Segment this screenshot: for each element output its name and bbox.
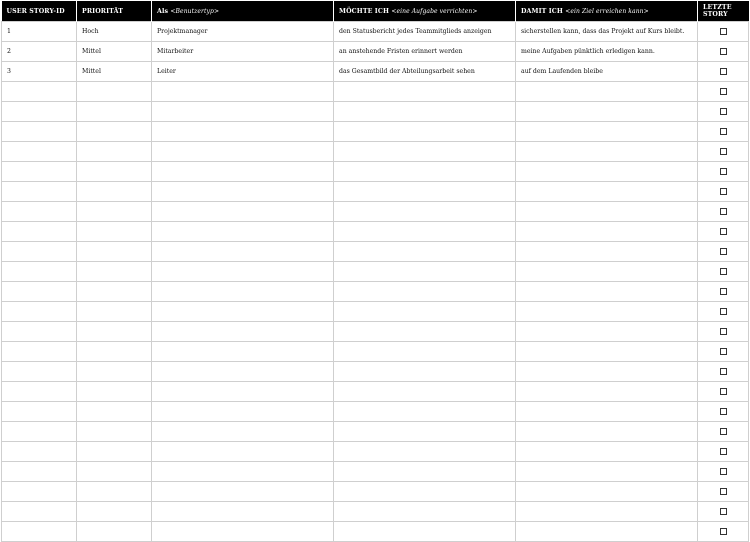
cell-damit[interactable] [516,382,698,402]
table-row [2,102,749,122]
cell-damit[interactable] [516,362,698,382]
cell-als[interactable] [152,382,334,402]
last-story-checkbox[interactable] [720,268,727,275]
cell-priority[interactable] [77,162,152,182]
table-row [2,282,749,302]
cell-damit[interactable] [516,122,698,142]
header-als [152,1,334,22]
cell-user-story-id[interactable] [2,82,77,102]
cell-priority[interactable] [77,122,152,142]
cell-damit[interactable] [516,322,698,342]
cell-moechte[interactable] [334,522,516,542]
cell-als[interactable] [152,182,334,202]
cell-priority[interactable] [77,242,152,262]
cell-user-story-id[interactable] [2,502,77,522]
cell-last-story [698,142,749,162]
cell-user-story-id[interactable] [2,342,77,362]
last-story-checkbox[interactable] [720,488,727,495]
cell-moechte[interactable] [334,82,516,102]
table-header [2,1,749,22]
cell-last-story [698,502,749,522]
table-body [2,22,749,542]
cell-user-story-id[interactable] [2,442,77,462]
cell-user-story-id[interactable] [2,322,77,342]
header-row [2,1,749,22]
cell-moechte[interactable] [334,502,516,522]
cell-last-story [698,262,749,282]
cell-last-story [698,362,749,382]
cell-damit[interactable] [516,482,698,502]
cell-damit[interactable] [516,342,698,362]
cell-damit[interactable] [516,462,698,482]
last-story-checkbox[interactable] [720,368,727,375]
last-story-checkbox[interactable] [720,388,727,395]
header-id-label: USER STORY-ID [6,7,65,15]
cell-last-story [698,42,749,62]
last-story-checkbox[interactable] [720,168,727,175]
cell-user-story-id[interactable]: 1 [2,22,77,42]
cell-als[interactable] [152,282,334,302]
cell-moechte[interactable] [334,202,516,222]
table-row [2,142,749,162]
cell-priority[interactable]: Hoch [77,22,152,42]
header-damit-hint: <ein Ziel erreichen kann> [565,7,649,15]
cell-user-story-id[interactable] [2,522,77,542]
cell-priority[interactable] [77,322,152,342]
header-damit-label: DAMIT ICH [521,7,563,15]
header-damit [516,1,698,22]
cell-damit[interactable] [516,522,698,542]
last-story-checkbox[interactable] [720,188,727,195]
table-row [2,162,749,182]
table-row [2,22,749,42]
cell-moechte[interactable] [334,402,516,422]
last-story-checkbox[interactable] [720,128,727,135]
cell-damit[interactable] [516,262,698,282]
table-row [2,82,749,102]
cell-als[interactable] [152,502,334,522]
cell-priority[interactable] [77,82,152,102]
header-priority [77,1,152,22]
cell-priority[interactable] [77,442,152,462]
cell-last-story [698,382,749,402]
cell-als[interactable] [152,402,334,422]
header-moechte [334,1,516,22]
cell-user-story-id[interactable]: 3 [2,62,77,82]
cell-last-story [698,462,749,482]
cell-moechte[interactable] [334,362,516,382]
cell-last-story [698,222,749,242]
cell-last-story [698,282,749,302]
cell-priority[interactable]: Mittel [77,42,152,62]
cell-last-story [698,422,749,442]
cell-priority[interactable] [77,282,152,302]
last-story-checkbox[interactable] [720,288,727,295]
cell-als[interactable] [152,222,334,242]
cell-user-story-id[interactable] [2,142,77,162]
cell-als[interactable] [152,482,334,502]
cell-last-story [698,342,749,362]
user-story-table [1,1,749,542]
cell-priority[interactable] [77,222,152,242]
cell-moechte[interactable] [334,462,516,482]
cell-damit[interactable]: meine Aufgaben pünktlich erledigen kann. [516,42,698,62]
cell-damit[interactable] [516,182,698,202]
last-story-checkbox[interactable] [720,108,727,115]
header-moechte-label: MÖCHTE ICH [339,7,390,15]
cell-damit[interactable] [516,422,698,442]
header-last-story [698,1,749,22]
cell-moechte[interactable] [334,222,516,242]
table-row [2,382,749,402]
cell-moechte[interactable] [334,322,516,342]
cell-priority[interactable] [77,102,152,122]
cell-damit[interactable] [516,502,698,522]
cell-moechte[interactable] [334,182,516,202]
cell-moechte[interactable]: an anstehende Fristen erinnert werden [334,42,516,62]
header-moechte-hint: <eine Aufgabe verrichten> [391,7,478,15]
last-story-checkbox[interactable] [720,48,727,55]
cell-damit[interactable] [516,102,698,122]
cell-als[interactable] [152,342,334,362]
last-story-checkbox[interactable] [720,308,727,315]
cell-moechte[interactable] [334,382,516,402]
cell-als[interactable] [152,442,334,462]
cell-als[interactable] [152,302,334,322]
cell-als[interactable] [152,82,334,102]
cell-moechte[interactable] [334,142,516,162]
header-last-label: LETZTE STORY [703,3,732,18]
table-row [2,462,749,482]
cell-moechte[interactable]: den Statusbericht jedes Teammitglieds anzeigen [334,22,516,42]
cell-priority[interactable] [77,502,152,522]
cell-damit[interactable] [516,402,698,422]
cell-als[interactable] [152,462,334,482]
cell-user-story-id[interactable] [2,102,77,122]
cell-user-story-id[interactable] [2,222,77,242]
cell-user-story-id[interactable] [2,362,77,382]
cell-damit[interactable] [516,202,698,222]
cell-damit[interactable]: auf dem Laufenden bleibe [516,62,698,82]
cell-last-story [698,22,749,42]
cell-last-story [698,402,749,422]
cell-last-story [698,442,749,462]
cell-als[interactable] [152,262,334,282]
cell-priority[interactable] [77,342,152,362]
table-row [2,182,749,202]
cell-user-story-id[interactable] [2,462,77,482]
table-row [2,322,749,342]
cell-als[interactable] [152,422,334,442]
cell-moechte[interactable] [334,162,516,182]
table-row [2,402,749,422]
cell-user-story-id[interactable] [2,382,77,402]
cell-user-story-id[interactable] [2,182,77,202]
cell-als[interactable]: Mitarbeiter [152,42,334,62]
cell-user-story-id[interactable] [2,402,77,422]
cell-moechte[interactable] [334,482,516,502]
last-story-checkbox[interactable] [720,248,727,255]
table-row [2,62,749,82]
header-user-story-id [2,1,77,22]
cell-user-story-id[interactable] [2,162,77,182]
cell-user-story-id[interactable] [2,202,77,222]
cell-als[interactable] [152,522,334,542]
header-als-label: Als [157,7,169,15]
last-story-checkbox[interactable] [720,408,727,415]
cell-als[interactable]: Projektmanager [152,22,334,42]
cell-damit[interactable] [516,282,698,302]
cell-priority[interactable] [77,142,152,162]
cell-user-story-id[interactable] [2,422,77,442]
cell-priority[interactable] [77,402,152,422]
cell-user-story-id[interactable] [2,242,77,262]
cell-user-story-id[interactable] [2,282,77,302]
cell-als[interactable] [152,242,334,262]
cell-last-story [698,482,749,502]
cell-damit[interactable] [516,162,698,182]
cell-last-story [698,322,749,342]
cell-last-story [698,182,749,202]
cell-last-story [698,162,749,182]
cell-moechte[interactable] [334,282,516,302]
table-row [2,202,749,222]
cell-moechte[interactable] [334,302,516,322]
last-story-checkbox[interactable] [720,28,727,35]
table-row [2,362,749,382]
cell-priority[interactable] [77,482,152,502]
cell-als[interactable] [152,362,334,382]
user-story-sheet [1,1,748,542]
cell-last-story [698,302,749,322]
header-prio-label: PRIORITÄT [82,7,124,15]
last-story-checkbox[interactable] [720,448,727,455]
cell-damit[interactable]: sicherstellen kann, dass das Projekt auf Kurs bleibt. [516,22,698,42]
cell-user-story-id[interactable] [2,482,77,502]
cell-moechte[interactable] [334,242,516,262]
cell-moechte[interactable] [334,342,516,362]
cell-als[interactable] [152,102,334,122]
cell-last-story [698,242,749,262]
cell-priority[interactable] [77,462,152,482]
table-row [2,222,749,242]
last-story-checkbox[interactable] [720,328,727,335]
cell-damit[interactable] [516,302,698,322]
last-story-checkbox[interactable] [720,468,727,475]
cell-damit[interactable] [516,242,698,262]
cell-moechte[interactable] [334,422,516,442]
cell-als[interactable] [152,122,334,142]
table-row [2,442,749,462]
cell-als[interactable] [152,202,334,222]
last-story-checkbox[interactable] [720,508,727,515]
table-row [2,122,749,142]
cell-user-story-id[interactable] [2,122,77,142]
cell-user-story-id[interactable] [2,262,77,282]
last-story-checkbox[interactable] [720,528,727,535]
cell-als[interactable] [152,162,334,182]
table-row [2,42,749,62]
cell-priority[interactable]: Mittel [77,62,152,82]
table-row [2,502,749,522]
table-row [2,242,749,262]
cell-priority[interactable] [77,362,152,382]
cell-priority[interactable] [77,202,152,222]
cell-damit[interactable] [516,82,698,102]
cell-last-story [698,202,749,222]
cell-moechte[interactable]: das Gesamtbild der Abteilungsarbeit sehen [334,62,516,82]
cell-moechte[interactable] [334,262,516,282]
last-story-checkbox[interactable] [720,148,727,155]
table-row [2,422,749,442]
last-story-checkbox[interactable] [720,428,727,435]
table-row [2,482,749,502]
table-row [2,342,749,362]
table-row [2,302,749,322]
cell-damit[interactable] [516,222,698,242]
cell-priority[interactable] [77,302,152,322]
table-row [2,522,749,542]
cell-als[interactable] [152,142,334,162]
cell-priority[interactable] [77,522,152,542]
cell-moechte[interactable] [334,102,516,122]
cell-priority[interactable] [77,182,152,202]
cell-damit[interactable] [516,142,698,162]
cell-moechte[interactable] [334,442,516,462]
cell-moechte[interactable] [334,122,516,142]
cell-last-story [698,102,749,122]
last-story-checkbox[interactable] [720,228,727,235]
cell-last-story [698,522,749,542]
cell-user-story-id[interactable] [2,302,77,322]
cell-priority[interactable] [77,262,152,282]
cell-als[interactable]: Leiter [152,62,334,82]
cell-last-story [698,122,749,142]
cell-last-story [698,62,749,82]
cell-als[interactable] [152,322,334,342]
last-story-checkbox[interactable] [720,348,727,355]
cell-damit[interactable] [516,442,698,462]
last-story-checkbox[interactable] [720,208,727,215]
cell-user-story-id[interactable]: 2 [2,42,77,62]
header-als-hint: <Benutzertyp> [170,7,220,15]
last-story-checkbox[interactable] [720,88,727,95]
table-row [2,262,749,282]
cell-last-story [698,82,749,102]
last-story-checkbox[interactable] [720,68,727,75]
cell-priority[interactable] [77,382,152,402]
cell-priority[interactable] [77,422,152,442]
